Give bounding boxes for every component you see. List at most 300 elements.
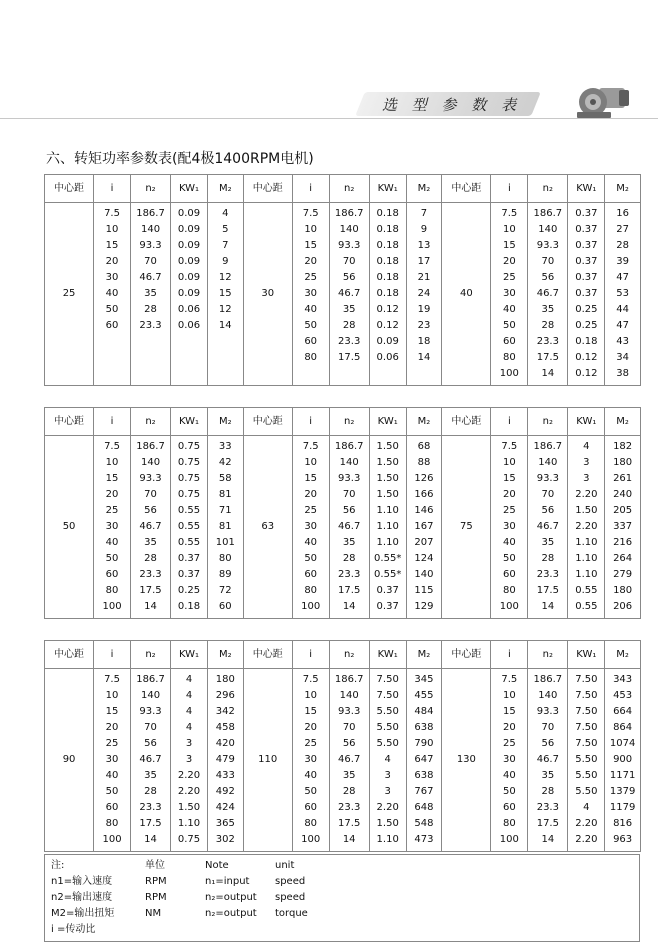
output-torque-value: 9 (420, 224, 428, 235)
input-power-value: 7.50 (575, 706, 598, 717)
output-speed-value: 23.3 (338, 336, 361, 347)
input-power-column (171, 669, 208, 852)
ratio-value: 50 (105, 553, 119, 564)
output-speed-value: 70 (144, 256, 157, 267)
ratio-value: 10 (105, 690, 119, 701)
input-power-value: 1.10 (575, 553, 598, 564)
output-speed-value: 28 (144, 553, 157, 564)
output-torque-value: 1379 (609, 786, 636, 797)
header-output-torque: M₂ (207, 641, 243, 669)
center-distance-cell: 25 (45, 203, 94, 386)
input-power-value: 0.75 (177, 489, 201, 500)
output-torque-value: 453 (613, 690, 633, 701)
output-torque-value: 16 (616, 208, 629, 219)
note-label: M2=输出扭矩 (51, 908, 115, 919)
output-speed-value: 56 (144, 738, 157, 749)
ratio-value: 40 (304, 537, 318, 548)
header-input-power: KW₁ (369, 641, 406, 669)
section-title: 六、转矩功率参数表(配4极1400RPM电机) (46, 151, 314, 167)
ratio-value: 60 (304, 336, 318, 347)
ratio-value: 7.5 (104, 208, 120, 219)
header-output-torque: M₂ (207, 408, 243, 436)
output-speed-value: 140 (339, 224, 359, 235)
ratio-column (491, 436, 528, 619)
output-torque-value: 124 (414, 553, 434, 564)
output-torque-value: 302 (215, 834, 235, 845)
ratio-value: 20 (304, 256, 318, 267)
output-speed-value: 23.3 (139, 802, 162, 813)
ratio-value: 20 (105, 722, 119, 733)
output-torque-value: 12 (218, 272, 232, 283)
header-output-speed: n₂ (528, 641, 568, 669)
output-torque-value: 455 (414, 690, 434, 701)
output-speed-value: 14 (541, 368, 555, 379)
ratio-value: 25 (502, 272, 516, 283)
output-torque-value: 5 (222, 224, 229, 235)
input-power-value: 3 (583, 473, 590, 484)
input-power-value: 7.50 (575, 690, 598, 701)
input-power-column (568, 669, 605, 852)
note-unit-cn: 单位 (145, 860, 165, 871)
output-speed-value: 17.5 (139, 818, 162, 829)
output-speed-value: 70 (541, 722, 555, 733)
output-speed-value: 93.3 (139, 706, 162, 717)
output-speed-value: 17.5 (338, 818, 361, 829)
output-torque-value: 23 (417, 320, 431, 331)
note-note-en: n₂=output (205, 892, 257, 903)
ratio-value: 80 (105, 585, 119, 596)
input-power-value: 0.25 (575, 320, 598, 331)
ratio-column (491, 669, 528, 852)
header-ratio: i (292, 175, 329, 203)
ratio-value: 40 (105, 770, 119, 781)
header-output-torque: M₂ (605, 408, 641, 436)
center-distance-cell: 90 (45, 669, 94, 852)
output-torque-value: 279 (613, 569, 633, 580)
input-power-value: 0.37 (376, 585, 399, 596)
note-label: 注: (51, 860, 65, 871)
output-torque-value: 458 (215, 722, 235, 733)
header-output-speed: n₂ (130, 175, 170, 203)
output-speed-value: 46.7 (139, 754, 162, 765)
header-banner-title: 选 型 参 数 表 (382, 96, 522, 114)
input-power-column (568, 203, 605, 386)
header-output-speed: n₂ (528, 408, 568, 436)
ratio-value: 10 (304, 224, 318, 235)
output-torque-value: 39 (616, 256, 629, 267)
output-torque-value: 1074 (609, 738, 636, 749)
ratio-value: 10 (304, 690, 318, 701)
output-torque-value: 864 (613, 722, 633, 733)
output-speed-value: 14 (342, 601, 356, 612)
output-torque-value: 18 (417, 336, 431, 347)
ratio-column (292, 436, 329, 619)
output-torque-value: 343 (613, 674, 633, 685)
output-torque-value: 216 (613, 537, 633, 548)
header-center-distance: 中心距 (45, 408, 94, 436)
note-note-en: n₂=output (205, 908, 257, 919)
ratio-value: 40 (502, 304, 516, 315)
header-output-speed: n₂ (130, 408, 170, 436)
output-torque-value: 790 (414, 738, 434, 749)
header-input-power: KW₁ (369, 408, 406, 436)
output-torque-value: 180 (613, 585, 633, 596)
note-row (45, 874, 639, 890)
output-speed-value: 46.7 (338, 754, 361, 765)
ratio-column (94, 436, 131, 619)
output-torque-value: 492 (215, 786, 235, 797)
output-speed-value: 46.7 (536, 288, 559, 299)
header-output-speed: n₂ (329, 408, 369, 436)
output-torque-value: 180 (215, 674, 235, 685)
output-torque-value: 7 (222, 240, 229, 251)
input-power-value: 1.50 (376, 818, 399, 829)
output-speed-value: 46.7 (536, 754, 559, 765)
ratio-value: 100 (301, 834, 321, 845)
output-torque-column (207, 669, 243, 852)
input-power-value: 0.75 (177, 457, 201, 468)
output-torque-value: 638 (414, 770, 434, 781)
input-power-value: 0.18 (376, 256, 399, 267)
ratio-value: 80 (105, 818, 119, 829)
output-speed-value: 23.3 (338, 802, 361, 813)
note-label: n2=输出速度 (51, 892, 113, 903)
ratio-value: 25 (105, 738, 119, 749)
header-center-distance: 中心距 (442, 175, 491, 203)
output-torque-value: 767 (414, 786, 434, 797)
output-torque-value: 19 (417, 304, 431, 315)
output-torque-value: 72 (218, 585, 232, 596)
output-speed-value: 28 (144, 786, 157, 797)
output-speed-value: 140 (538, 224, 558, 235)
ratio-value: 25 (304, 505, 318, 516)
input-power-value: 1.10 (376, 537, 399, 548)
input-power-value: 1.50 (376, 473, 399, 484)
input-power-column (171, 203, 208, 386)
ratio-value: 25 (105, 505, 119, 516)
output-speed-value: 23.3 (139, 569, 162, 580)
input-power-value: 0.75 (177, 834, 201, 845)
output-torque-value: 34 (616, 352, 629, 363)
ratio-value: 40 (304, 770, 318, 781)
output-torque-value: 101 (215, 537, 235, 548)
header-input-power: KW₁ (171, 408, 208, 436)
ratio-value: 50 (502, 320, 516, 331)
output-speed-value: 70 (342, 722, 356, 733)
header-input-power: KW₁ (171, 175, 208, 203)
table-header-row (45, 641, 641, 669)
table-header-row (45, 175, 641, 203)
output-torque-value: 664 (613, 706, 633, 717)
header-ratio: i (491, 175, 528, 203)
output-torque-value: 207 (414, 537, 434, 548)
header-input-power: KW₁ (568, 175, 605, 203)
input-power-value: 0.18 (177, 601, 201, 612)
input-power-value: 0.55* (374, 569, 402, 580)
output-speed-value: 35 (342, 537, 356, 548)
header-ratio: i (94, 408, 131, 436)
output-torque-value: 900 (613, 754, 633, 765)
ratio-value: 7.5 (501, 441, 518, 452)
output-speed-value: 70 (144, 489, 157, 500)
center-distance-cell: 63 (243, 436, 292, 619)
header-center-distance: 中心距 (45, 175, 94, 203)
spec-table-3 (44, 640, 641, 852)
output-speed-value: 28 (541, 786, 555, 797)
output-torque-value: 479 (215, 754, 235, 765)
input-power-value: 2.20 (575, 834, 598, 845)
ratio-value: 100 (102, 601, 122, 612)
input-power-column (171, 436, 208, 619)
input-power-value: 2.20 (177, 770, 201, 781)
input-power-value: 1.50 (376, 489, 399, 500)
ratio-value: 20 (304, 489, 318, 500)
output-speed-value: 70 (541, 256, 555, 267)
output-torque-value: 182 (613, 441, 633, 452)
input-power-value: 0.09 (376, 336, 399, 347)
output-torque-value: 42 (218, 457, 232, 468)
header-output-torque: M₂ (406, 175, 442, 203)
ratio-value: 10 (105, 224, 119, 235)
table-row (45, 436, 641, 619)
header-output-torque: M₂ (406, 408, 442, 436)
output-torque-value: 43 (616, 336, 629, 347)
table-row (45, 669, 641, 852)
output-torque-value: 88 (417, 457, 431, 468)
ratio-value: 60 (304, 802, 318, 813)
output-torque-value: 129 (414, 601, 434, 612)
output-speed-value: 23.3 (338, 569, 361, 580)
ratio-column (292, 669, 329, 852)
center-distance-cell: 50 (45, 436, 94, 619)
ratio-value: 10 (502, 690, 516, 701)
ratio-value: 30 (502, 754, 516, 765)
output-speed-value: 56 (342, 738, 356, 749)
output-torque-value: 17 (417, 256, 431, 267)
output-speed-value: 14 (541, 834, 555, 845)
header-input-power: KW₁ (369, 175, 406, 203)
note-unit-cn: RPM (145, 892, 167, 903)
input-power-value: 0.12 (376, 304, 399, 315)
output-speed-value: 140 (538, 457, 558, 468)
output-speed-value: 14 (342, 834, 356, 845)
input-power-column (369, 436, 406, 619)
header-output-torque: M₂ (406, 641, 442, 669)
output-speed-column (528, 203, 568, 386)
output-torque-value: 27 (616, 224, 629, 235)
input-power-value: 3 (185, 738, 193, 749)
output-torque-value: 167 (414, 521, 434, 532)
header-rule (0, 118, 658, 119)
output-speed-column (329, 669, 369, 852)
ratio-value: 40 (105, 288, 119, 299)
output-torque-value: 9 (222, 256, 229, 267)
torque-power-tables (44, 174, 640, 873)
output-speed-value: 56 (342, 272, 356, 283)
ratio-value: 40 (502, 770, 516, 781)
header-output-torque: M₂ (605, 641, 641, 669)
ratio-value: 60 (502, 336, 516, 347)
output-speed-value: 186.7 (136, 674, 165, 685)
ratio-value: 15 (502, 240, 516, 251)
header-center-distance: 中心距 (243, 641, 292, 669)
input-power-value: 2.20 (575, 489, 598, 500)
ratio-value: 50 (304, 786, 318, 797)
output-torque-value: 205 (613, 505, 633, 516)
output-speed-value: 17.5 (536, 818, 559, 829)
output-torque-value: 342 (215, 706, 235, 717)
input-power-value: 0.09 (177, 288, 201, 299)
input-power-value: 0.18 (376, 208, 399, 219)
output-torque-value: 420 (215, 738, 235, 749)
header-output-speed: n₂ (130, 641, 170, 669)
ratio-value: 20 (502, 256, 516, 267)
ratio-column (292, 203, 329, 386)
ratio-value: 15 (304, 240, 318, 251)
table-header-row (45, 408, 641, 436)
output-torque-value: 115 (414, 585, 434, 596)
input-power-value: 0.37 (376, 601, 399, 612)
ratio-value: 7.5 (302, 674, 319, 685)
header-ratio: i (94, 175, 131, 203)
input-power-value: 0.09 (177, 224, 201, 235)
input-power-value: 1.10 (177, 818, 201, 829)
output-torque-value: 345 (414, 674, 434, 685)
header-output-torque: M₂ (207, 175, 243, 203)
input-power-value: 1.10 (575, 537, 598, 548)
ratio-value: 80 (304, 818, 318, 829)
output-speed-value: 14 (144, 601, 157, 612)
input-power-value: 0.55* (374, 553, 402, 564)
ratio-value: 40 (502, 537, 516, 548)
ratio-value: 20 (502, 722, 516, 733)
output-torque-value: 60 (218, 601, 232, 612)
ratio-value: 25 (304, 738, 318, 749)
output-torque-value: 24 (417, 288, 431, 299)
ratio-value: 80 (502, 818, 516, 829)
note-row (45, 858, 639, 874)
ratio-value: 30 (105, 521, 119, 532)
output-speed-value: 70 (541, 489, 555, 500)
output-speed-value: 56 (541, 505, 555, 516)
ratio-value: 7.5 (104, 674, 120, 685)
table-row (45, 203, 641, 386)
note-label: i =传动比 (51, 924, 96, 935)
input-power-value: 5.50 (575, 754, 598, 765)
ratio-value: 10 (502, 457, 516, 468)
input-power-value: 7.50 (575, 722, 598, 733)
header-ratio: i (292, 408, 329, 436)
output-speed-value: 140 (339, 690, 359, 701)
input-power-value: 4 (583, 441, 590, 452)
ratio-value: 30 (502, 521, 516, 532)
ratio-value: 60 (105, 569, 119, 580)
input-power-column (568, 436, 605, 619)
input-power-value: 4 (185, 690, 193, 701)
center-distance-cell: 110 (243, 669, 292, 852)
output-torque-value: 433 (215, 770, 235, 781)
input-power-value: 0.25 (575, 304, 598, 315)
output-speed-value: 35 (144, 537, 157, 548)
input-power-value: 0.37 (177, 569, 201, 580)
note-row (45, 890, 639, 906)
output-speed-value: 186.7 (533, 208, 563, 219)
header-output-speed: n₂ (329, 641, 369, 669)
output-torque-value: 648 (414, 802, 434, 813)
input-power-value: 4 (185, 706, 193, 717)
input-power-value: 0.75 (177, 473, 201, 484)
output-speed-value: 140 (140, 457, 161, 468)
output-torque-value: 7 (420, 208, 428, 219)
input-power-value: 0.06 (177, 320, 201, 331)
input-power-value: 1.10 (376, 834, 399, 845)
input-power-value: 3 (384, 770, 391, 781)
ratio-value: 60 (105, 802, 119, 813)
output-speed-value: 28 (342, 320, 356, 331)
input-power-column (369, 203, 406, 386)
input-power-value: 7.50 (575, 738, 598, 749)
output-speed-value: 93.3 (338, 240, 361, 251)
output-speed-value: 17.5 (338, 585, 361, 596)
output-torque-value: 424 (215, 802, 235, 813)
input-power-value: 5.50 (376, 706, 399, 717)
output-torque-column (605, 669, 641, 852)
input-power-value: 1.10 (376, 505, 399, 516)
output-speed-value: 46.7 (139, 272, 162, 283)
header-center-distance: 中心距 (442, 408, 491, 436)
output-torque-value: 15 (218, 288, 232, 299)
header-input-power: KW₁ (568, 408, 605, 436)
input-power-value: 0.37 (575, 288, 598, 299)
output-torque-column (207, 436, 243, 619)
output-torque-value: 1179 (609, 802, 636, 813)
output-speed-value: 28 (541, 553, 555, 564)
input-power-value: 0.55 (575, 585, 598, 596)
output-speed-value: 28 (541, 320, 555, 331)
output-speed-column (130, 203, 170, 386)
input-power-value: 5.50 (575, 770, 598, 781)
output-speed-value: 186.7 (136, 441, 165, 452)
note-row (45, 922, 639, 938)
output-torque-value: 38 (616, 368, 629, 379)
output-speed-value: 35 (541, 537, 555, 548)
ratio-value: 80 (304, 352, 318, 363)
input-power-value: 0.09 (177, 256, 201, 267)
output-speed-value: 56 (342, 505, 356, 516)
output-torque-value: 71 (218, 505, 232, 516)
ratio-value: 60 (105, 320, 119, 331)
output-torque-value: 140 (414, 569, 434, 580)
output-torque-value: 81 (218, 489, 232, 500)
input-power-value: 4 (185, 722, 193, 733)
input-power-value: 2.20 (575, 818, 598, 829)
ratio-value: 60 (304, 569, 318, 580)
input-power-value: 0.25 (177, 585, 201, 596)
ratio-column (94, 203, 131, 386)
input-power-value: 1.50 (376, 457, 399, 468)
output-speed-value: 46.7 (139, 521, 162, 532)
output-torque-column (207, 203, 243, 386)
output-speed-value: 140 (140, 224, 161, 235)
output-torque-value: 44 (616, 304, 629, 315)
output-torque-column (406, 436, 442, 619)
output-speed-value: 93.3 (536, 473, 559, 484)
ratio-value: 15 (105, 706, 119, 717)
input-power-value: 0.18 (376, 272, 399, 283)
output-speed-value: 14 (144, 834, 157, 845)
output-speed-value: 140 (538, 690, 558, 701)
output-speed-column (528, 436, 568, 619)
